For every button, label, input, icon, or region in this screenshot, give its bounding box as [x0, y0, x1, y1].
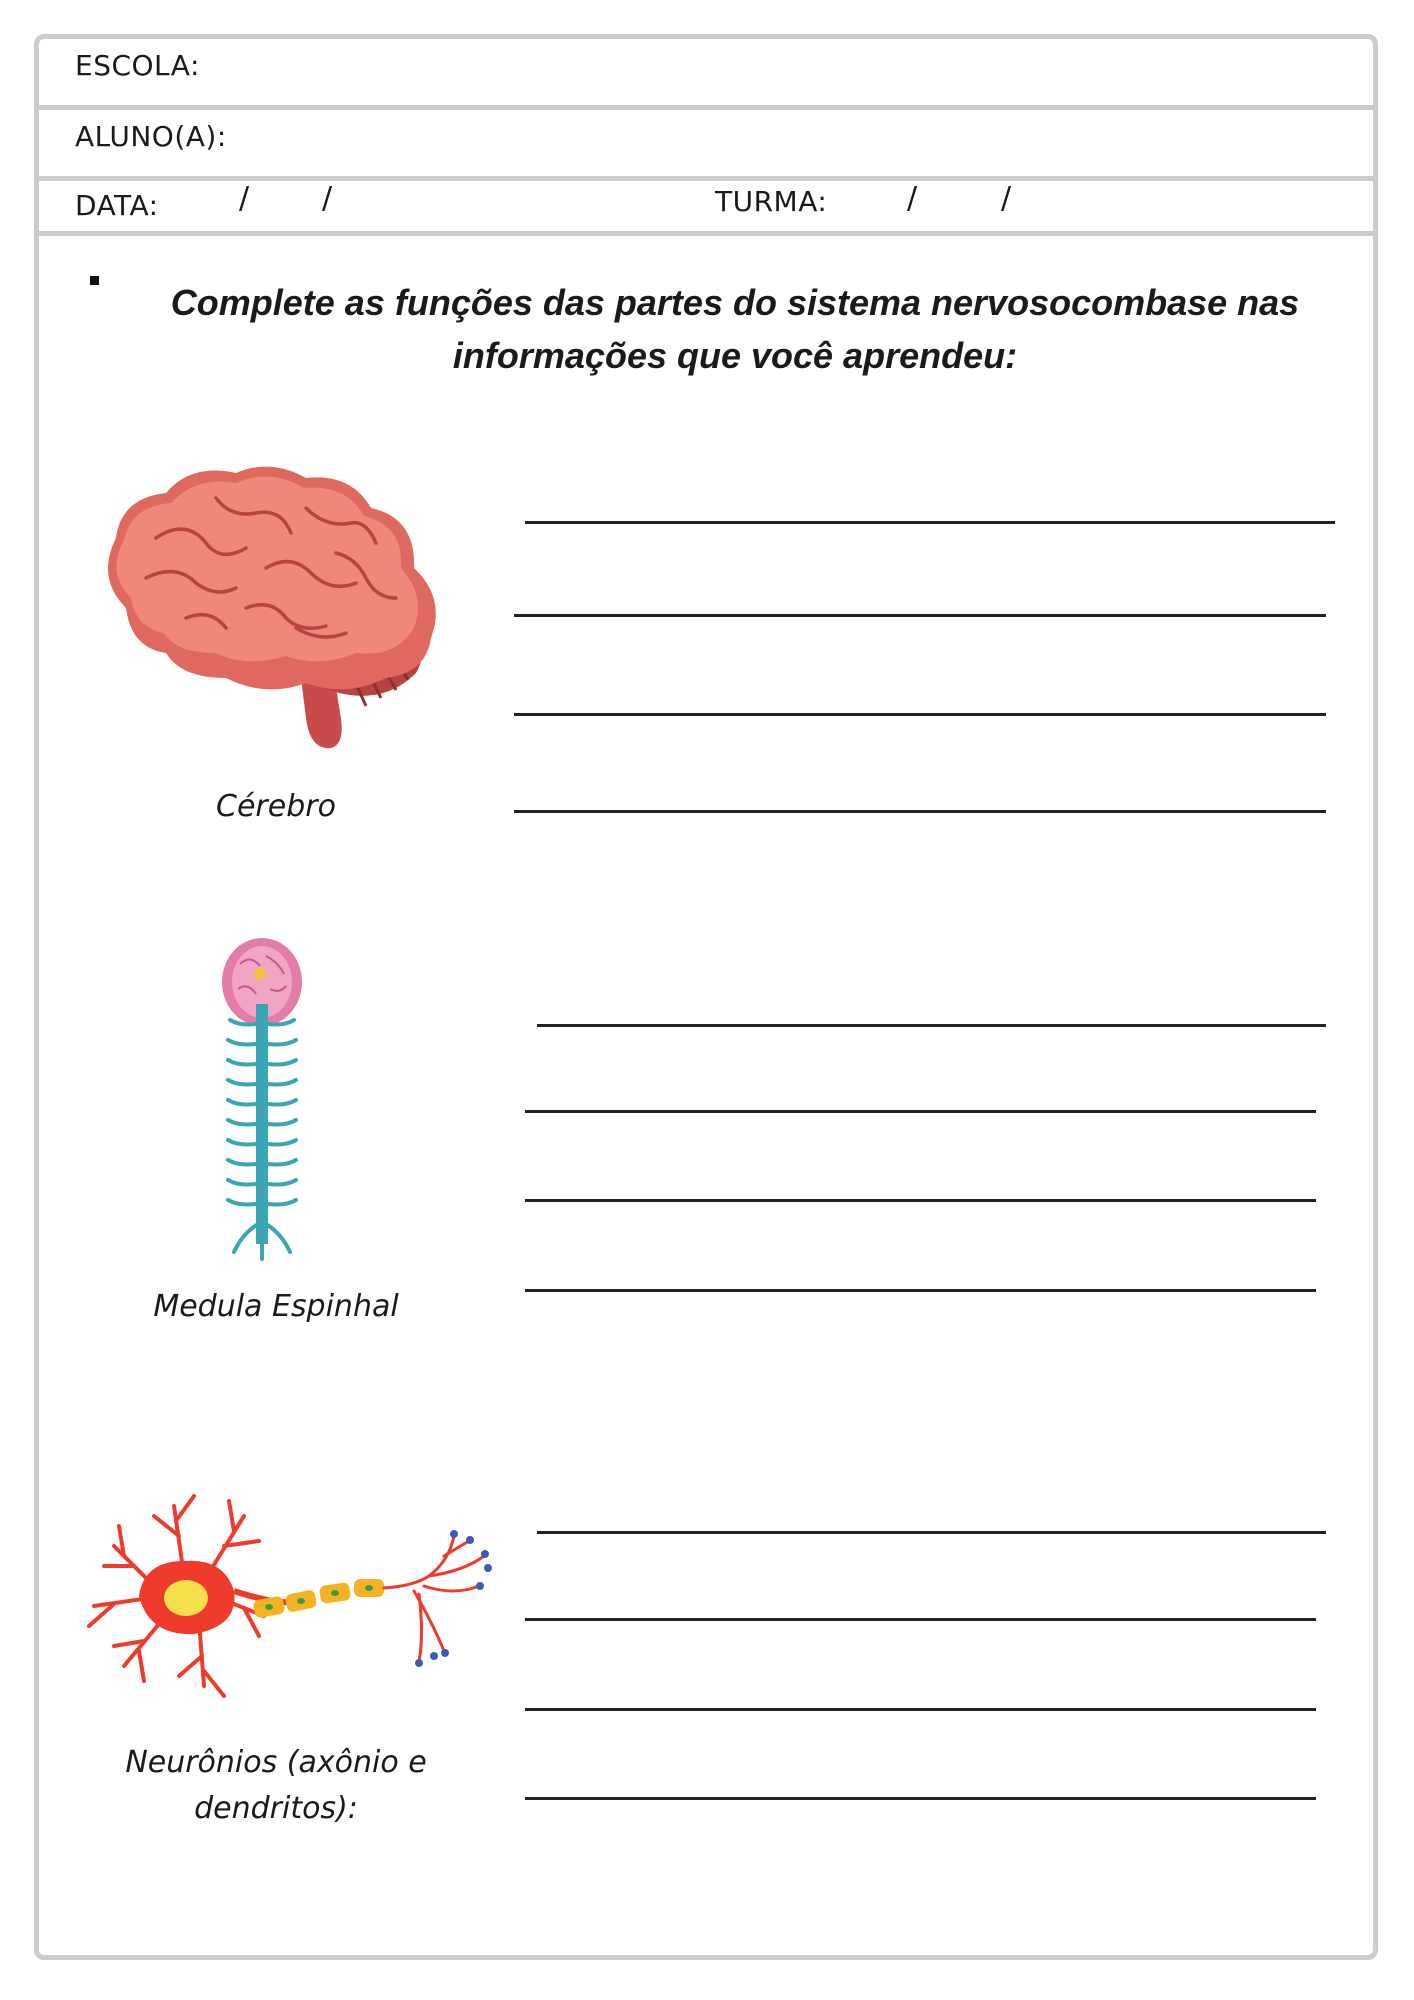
date-slash-2: / [322, 181, 333, 216]
answer-line[interactable] [525, 1110, 1316, 1113]
school-label: ESCOLA: [75, 49, 200, 82]
spinal-cord-icon [210, 934, 310, 1264]
bullet-marker [90, 276, 99, 285]
school-row[interactable] [39, 39, 1373, 110]
class-label: TURMA: [715, 185, 828, 218]
date-slash-1: / [239, 181, 250, 216]
neuron-caption-2: dendritos): [194, 1791, 358, 1826]
answer-line[interactable] [525, 1618, 1316, 1621]
brain-caption: Cérebro [216, 789, 336, 824]
class-slash-2: / [1001, 181, 1012, 216]
answer-line[interactable] [525, 521, 1335, 524]
brain-icon [96, 458, 456, 758]
date-class-row [39, 181, 1373, 236]
instruction-text: Complete as funções das partes do sistema nervosocombase nas informações que você aprendeu: [170, 282, 1300, 376]
answer-line[interactable] [525, 1199, 1316, 1202]
class-slash-1: / [907, 181, 918, 216]
answer-line[interactable] [525, 1797, 1316, 1800]
student-label: ALUNO(A): [75, 120, 227, 153]
neuron-icon [84, 1486, 504, 1706]
answer-line[interactable] [525, 1708, 1316, 1711]
answer-line[interactable] [514, 614, 1326, 617]
date-label: DATA: [75, 189, 159, 222]
answer-line[interactable] [514, 713, 1326, 716]
answer-line[interactable] [525, 1289, 1316, 1292]
answer-line[interactable] [537, 1024, 1326, 1027]
spinal-cord-caption: Medula Espinhal [153, 1289, 399, 1324]
student-row[interactable] [39, 110, 1373, 181]
answer-line[interactable] [514, 810, 1326, 813]
neuron-caption-1: Neurônios (axônio e [125, 1745, 427, 1780]
answer-line[interactable] [537, 1531, 1326, 1534]
